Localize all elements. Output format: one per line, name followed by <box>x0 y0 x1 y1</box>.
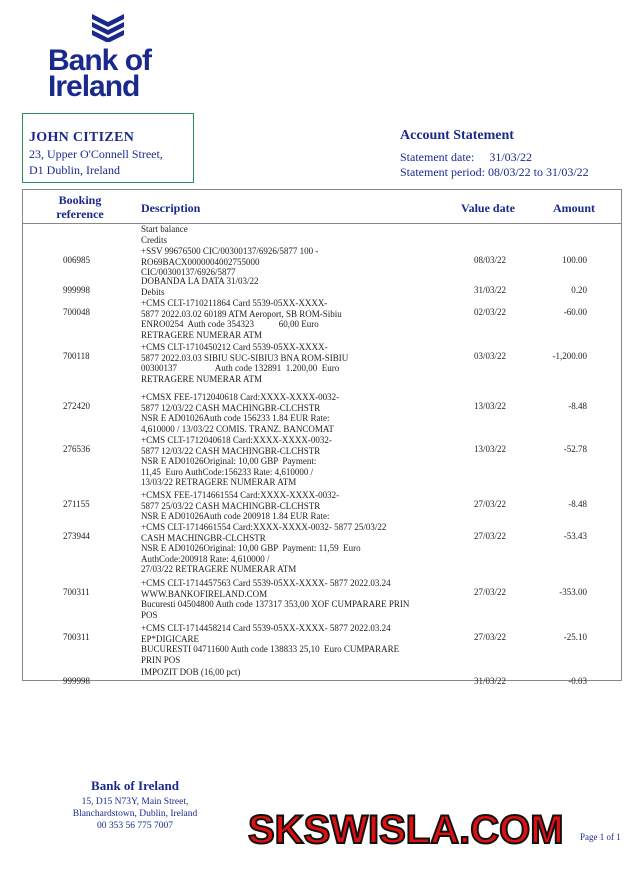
cell-booking-reference: 999998 <box>63 676 90 686</box>
cell-booking-reference: 700311 <box>63 587 90 597</box>
bank-logo <box>48 12 168 103</box>
statement-date-label: Statement date: <box>400 150 475 164</box>
cell-amount: 100.00 <box>562 255 587 265</box>
cell-amount: 0.20 <box>571 285 587 295</box>
footer-phone: 00 353 56 775 7007 <box>97 821 173 831</box>
footer-line2: Blanchardstown, Dublin, Ireland <box>72 809 198 819</box>
footer-line1: 15, D15 N73Y, Main Street, <box>81 797 189 807</box>
customer-address-line2: D1 Dublin, Ireland <box>29 163 120 177</box>
customer-address-box <box>22 113 194 183</box>
cell-value-date: 08/03/22 <box>474 255 507 265</box>
cell-booking-reference: 271155 <box>63 499 90 509</box>
cell-value-date: 31/03/22 <box>474 676 507 686</box>
bank-logo-line2: Ireland <box>48 70 140 103</box>
cell-description: IMPOZIT DOB (16,00 pct) <box>141 667 241 677</box>
table-header <box>23 190 621 224</box>
cell-booking-reference: 700118 <box>63 351 90 361</box>
statement-period-value: 08/03/22 to 31/03/22 <box>487 165 589 179</box>
customer-name: JOHN CITIZEN <box>29 130 135 145</box>
cell-description: Credits <box>141 235 167 245</box>
cell-booking-reference: 006985 <box>63 255 90 265</box>
cell-amount: -8.48 <box>568 401 587 411</box>
cell-value-date: 02/03/22 <box>474 307 507 317</box>
statement-period-label: Statement period: <box>400 165 485 179</box>
cell-value-date: 27/03/22 <box>474 587 507 597</box>
footer-address <box>70 778 200 832</box>
cell-value-date: 27/03/22 <box>474 499 507 509</box>
header-value-date: Value date <box>461 201 515 215</box>
cell-description: Debits <box>141 287 165 297</box>
cell-description: +CMS CLT-1710450212 Card 5539-05XX-XXXX- 5877 2022.03.03 SIBIU SUC-SIBIU3 BNA ROM-SIBIU 00300137 Auth code 132891 1.200,00 Euro RETRAGERE NUMERAR ATM <box>141 342 349 384</box>
cell-booking-reference: 272420 <box>63 401 90 411</box>
cell-description: +CMS CLT-1710211864 Card 5539-05XX-XXXX- 5877 2022.03.02 60189 ATM Aeroport, SB ROM-Sibiu ENRO0254 Auth code 354323 60,00 Euro RETRAGERE NUMERAR ATM <box>141 298 342 340</box>
customer-address-line1: 23, Upper O'Connell Street, <box>29 147 163 161</box>
header-description: Description <box>141 201 201 215</box>
header-amount: Amount <box>553 201 596 215</box>
statement-info <box>400 128 589 180</box>
cell-description: +CMS CLT-1714457563 Card 5539-05XX-XXXX- 5877 2022.03.24 WWW.BANKOFIRELAND.COM Bucuresti 04504800 Auth code 137317 353,00 XOF CUMPARARE PRIN POS <box>141 578 410 620</box>
cell-amount: -25.10 <box>563 632 587 642</box>
cell-amount: -8.48 <box>568 499 587 509</box>
cell-value-date: 27/03/22 <box>474 531 507 541</box>
cell-amount: -353.00 <box>559 587 587 597</box>
page-number: Page 1 of 1 <box>580 832 621 842</box>
cell-value-date: 03/03/22 <box>474 351 507 361</box>
cell-value-date: 31/03/22 <box>474 285 507 295</box>
cell-amount: -0.03 <box>568 676 587 686</box>
cell-description: +CMSX FEE-1712040618 Card:XXXX-XXXX-0032- 5877 12/03/22 CASH MACHINGBR-CLCHSTR NSR E AD01026Auth code 156233 1.84 EUR Rate: 4,610000 / 13/03/22 COMIS. TRANZ. BANCOMAT <box>141 392 340 434</box>
cell-value-date: 27/03/22 <box>474 632 507 642</box>
footer-bank-name: Bank of Ireland <box>91 778 179 793</box>
transactions-table <box>22 189 622 686</box>
cell-amount: -53.43 <box>563 531 587 541</box>
cell-booking-reference: 273944 <box>63 531 90 541</box>
cell-description: +CMSX FEE-1714661554 Card:XXXX-XXXX-0032- 5877 25/03/22 CASH MACHINGBR-CLCHSTR NSR E AD01026Auth code 200918 1.84 EUR Rate: <box>141 490 340 522</box>
cell-amount: -60.00 <box>563 307 587 317</box>
cell-booking-reference: 700311 <box>63 632 90 642</box>
cell-description: +CMS CLT-1714458214 Card 5539-05XX-XXXX- 5877 2022.03.24 EP*DIGICARE BUCURESTI 04711600 Auth code 138833 25,10 Euro CUMPARARE PRIN POS <box>141 623 400 665</box>
header-booking-reference: Booking reference <box>56 193 104 221</box>
watermark: SKSWISLA.COM <box>248 808 564 852</box>
bank-logo-icon <box>90 12 126 42</box>
cell-value-date: 13/03/22 <box>474 444 507 454</box>
cell-booking-reference: 700048 <box>63 307 90 317</box>
cell-booking-reference: 276536 <box>63 444 90 454</box>
cell-amount: -52.78 <box>563 444 587 454</box>
cell-description: Start balance <box>141 224 188 234</box>
statement-date-value: 31/03/22 <box>489 150 532 164</box>
cell-booking-reference: 999998 <box>63 285 90 295</box>
cell-value-date: 13/03/22 <box>474 401 507 411</box>
cell-description: +SSV 99676500 CIC/00300137/6926/5877 100 - RO69BACX0000004002755000 CIC/00300137/6926/5877 <box>141 246 319 278</box>
cell-amount: -1,200.00 <box>552 351 587 361</box>
cell-description: +CMS CLT-1712040618 Card:XXXX-XXXX-0032- 5877 12/03/22 CASH MACHINGBR-CLCHSTR NSR E AD01026Original: 10,00 GBP Payment: 11,45 Euro AuthCode:156233 Rate: 4,610000 / 13/03/22 RETRAGERE NUMERAR ATM <box>141 435 332 488</box>
cell-description: +CMS CLT-1714661554 Card:XXXX-XXXX-0032- 5877 25/03/22 CASH MACHINGBR-CLCHSTR NSR E AD01026Original: 10,00 GBP Payment: 11,59 Euro AuthCode:200918 Rate: 4,610000 / 27/03/22 RETRAGERE NUMERAR ATM <box>141 522 387 575</box>
bank-logo-line1: Bank of <box>48 44 152 77</box>
cell-description: DOBANDA LA DATA 31/03/22 <box>141 276 259 286</box>
statement-title: Account Statement <box>400 128 514 143</box>
